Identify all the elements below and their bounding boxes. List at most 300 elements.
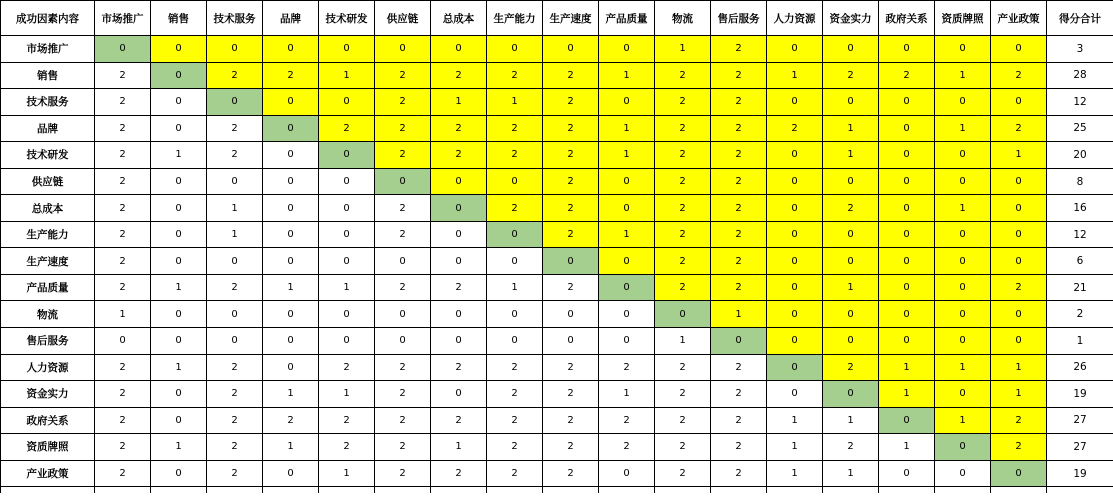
score-cell: 0 <box>431 248 487 275</box>
column-header-cell: 生产能力 <box>487 1 543 36</box>
score-cell: 2 <box>95 115 151 142</box>
diagonal-score-cell: 0 <box>655 301 711 328</box>
score-cell: 1 <box>655 36 711 63</box>
score-cell: 2 <box>375 354 431 381</box>
blank-cell <box>823 487 879 494</box>
row-total-cell: 19 <box>1047 381 1113 408</box>
row-total-cell: 16 <box>1047 195 1113 222</box>
score-cell: 2 <box>711 115 767 142</box>
score-cell: 0 <box>375 248 431 275</box>
score-cell: 0 <box>935 221 991 248</box>
score-cell: 2 <box>207 407 263 434</box>
score-cell: 2 <box>95 407 151 434</box>
score-cell: 0 <box>767 274 823 301</box>
score-cell: 0 <box>319 36 375 63</box>
table-row <box>1 168 1113 195</box>
score-cell: 0 <box>599 328 655 355</box>
score-cell: 1 <box>319 274 375 301</box>
score-cell: 1 <box>767 460 823 487</box>
score-cell: 1 <box>767 434 823 461</box>
score-cell: 2 <box>375 89 431 116</box>
blank-cell <box>935 487 991 494</box>
score-cell: 2 <box>823 195 879 222</box>
row-total-cell: 19 <box>1047 460 1113 487</box>
table-row <box>1 381 1113 408</box>
score-cell: 0 <box>151 301 207 328</box>
score-cell: 0 <box>263 328 319 355</box>
score-cell: 0 <box>599 36 655 63</box>
row-total-cell: 2 <box>1047 301 1113 328</box>
column-header-cell: 市场推广 <box>95 1 151 36</box>
score-cell: 2 <box>655 434 711 461</box>
row-label-cell: 供应链 <box>1 168 95 195</box>
blank-cell <box>207 487 263 494</box>
column-header-cell: 政府关系 <box>879 1 935 36</box>
score-cell: 2 <box>655 89 711 116</box>
score-cell: 2 <box>599 354 655 381</box>
score-cell: 1 <box>655 328 711 355</box>
score-cell: 1 <box>487 89 543 116</box>
row-label-cell: 生产速度 <box>1 248 95 275</box>
header-row <box>1 1 1113 36</box>
score-cell: 2 <box>375 221 431 248</box>
score-cell: 1 <box>767 407 823 434</box>
score-cell: 2 <box>655 62 711 89</box>
score-cell: 1 <box>207 221 263 248</box>
score-cell: 2 <box>543 142 599 169</box>
score-cell: 2 <box>543 168 599 195</box>
score-cell: 2 <box>431 407 487 434</box>
score-cell: 2 <box>487 460 543 487</box>
score-cell: 2 <box>263 62 319 89</box>
score-cell: 0 <box>991 301 1047 328</box>
score-cell: 0 <box>263 460 319 487</box>
score-cell: 2 <box>487 434 543 461</box>
score-cell: 0 <box>599 248 655 275</box>
score-cell: 0 <box>207 168 263 195</box>
score-cell: 0 <box>879 168 935 195</box>
score-cell: 0 <box>207 328 263 355</box>
score-cell: 2 <box>711 354 767 381</box>
score-cell: 0 <box>95 328 151 355</box>
score-cell: 0 <box>431 221 487 248</box>
score-cell: 2 <box>95 434 151 461</box>
score-cell: 0 <box>151 89 207 116</box>
score-cell: 0 <box>823 328 879 355</box>
score-cell: 0 <box>543 301 599 328</box>
score-cell: 2 <box>95 381 151 408</box>
score-cell: 0 <box>151 460 207 487</box>
score-cell: 1 <box>319 62 375 89</box>
score-cell: 2 <box>375 434 431 461</box>
score-cell: 0 <box>935 142 991 169</box>
diagonal-score-cell: 0 <box>991 460 1047 487</box>
score-cell: 0 <box>823 248 879 275</box>
score-cell: 0 <box>319 195 375 222</box>
corner-header-cell: 成功因素内容 <box>1 1 95 36</box>
score-cell: 0 <box>151 115 207 142</box>
score-cell: 1 <box>935 62 991 89</box>
diagonal-score-cell: 0 <box>263 115 319 142</box>
score-cell: 1 <box>823 142 879 169</box>
score-cell: 2 <box>543 460 599 487</box>
score-cell: 0 <box>935 460 991 487</box>
score-cell: 1 <box>767 62 823 89</box>
score-cell: 0 <box>151 36 207 63</box>
score-cell: 0 <box>991 221 1047 248</box>
score-cell: 1 <box>263 381 319 408</box>
row-total-cell: 20 <box>1047 142 1113 169</box>
score-cell: 2 <box>543 115 599 142</box>
score-cell: 2 <box>655 221 711 248</box>
score-cell: 2 <box>487 354 543 381</box>
table-row <box>1 221 1113 248</box>
score-cell: 2 <box>431 62 487 89</box>
score-cell: 0 <box>487 248 543 275</box>
table-row <box>1 328 1113 355</box>
score-cell: 0 <box>263 301 319 328</box>
score-cell: 2 <box>95 168 151 195</box>
column-header-cell: 供应链 <box>375 1 431 36</box>
score-cell: 0 <box>823 36 879 63</box>
table-row <box>1 274 1113 301</box>
score-cell: 2 <box>991 407 1047 434</box>
row-label-cell: 市场推广 <box>1 36 95 63</box>
score-cell: 0 <box>543 36 599 63</box>
row-label-cell: 政府关系 <box>1 407 95 434</box>
row-label-cell: 物流 <box>1 301 95 328</box>
row-total-cell: 12 <box>1047 221 1113 248</box>
score-cell: 0 <box>263 89 319 116</box>
score-cell: 2 <box>375 62 431 89</box>
score-cell: 2 <box>711 460 767 487</box>
score-cell: 2 <box>543 62 599 89</box>
score-cell: 1 <box>879 354 935 381</box>
score-cell: 2 <box>655 168 711 195</box>
score-cell: 2 <box>711 248 767 275</box>
score-cell: 1 <box>823 274 879 301</box>
score-cell: 1 <box>991 354 1047 381</box>
diagonal-score-cell: 0 <box>879 407 935 434</box>
diagonal-score-cell: 0 <box>599 274 655 301</box>
column-header-cell: 产品质量 <box>599 1 655 36</box>
score-cell: 1 <box>991 381 1047 408</box>
score-cell: 0 <box>263 354 319 381</box>
blank-cell <box>711 487 767 494</box>
row-total-cell: 3 <box>1047 36 1113 63</box>
row-label-cell: 产业政策 <box>1 460 95 487</box>
row-total-cell: 21 <box>1047 274 1113 301</box>
score-cell: 0 <box>935 274 991 301</box>
score-cell: 2 <box>95 221 151 248</box>
score-cell: 0 <box>935 89 991 116</box>
diagonal-score-cell: 0 <box>207 89 263 116</box>
score-cell: 0 <box>599 168 655 195</box>
row-total-cell: 12 <box>1047 89 1113 116</box>
score-cell: 1 <box>599 221 655 248</box>
blank-cell <box>375 487 431 494</box>
score-cell: 1 <box>599 381 655 408</box>
score-cell: 2 <box>655 354 711 381</box>
score-cell: 0 <box>431 381 487 408</box>
score-cell: 2 <box>95 195 151 222</box>
score-cell: 0 <box>879 221 935 248</box>
score-cell: 0 <box>935 168 991 195</box>
score-cell: 1 <box>935 407 991 434</box>
score-cell: 0 <box>935 248 991 275</box>
score-cell: 1 <box>487 274 543 301</box>
score-cell: 2 <box>207 354 263 381</box>
score-cell: 2 <box>207 460 263 487</box>
score-cell: 2 <box>543 274 599 301</box>
diagonal-score-cell: 0 <box>319 142 375 169</box>
score-cell: 1 <box>151 354 207 381</box>
score-cell: 2 <box>543 221 599 248</box>
diagonal-score-cell: 0 <box>151 62 207 89</box>
score-cell: 2 <box>263 407 319 434</box>
score-cell: 2 <box>543 195 599 222</box>
score-cell: 2 <box>655 195 711 222</box>
diagonal-score-cell: 0 <box>543 248 599 275</box>
score-cell: 0 <box>431 328 487 355</box>
score-cell: 1 <box>431 89 487 116</box>
column-header-cell: 人力资源 <box>767 1 823 36</box>
score-cell: 0 <box>599 89 655 116</box>
column-header-cell: 售后服务 <box>711 1 767 36</box>
score-cell: 1 <box>599 115 655 142</box>
score-cell: 1 <box>151 142 207 169</box>
row-total-cell: 1 <box>1047 328 1113 355</box>
score-cell: 0 <box>263 195 319 222</box>
score-cell: 0 <box>991 168 1047 195</box>
row-total-cell: 6 <box>1047 248 1113 275</box>
table-row <box>1 195 1113 222</box>
score-cell: 1 <box>263 274 319 301</box>
score-cell: 1 <box>319 460 375 487</box>
score-cell: 0 <box>207 301 263 328</box>
column-header-cell: 产业政策 <box>991 1 1047 36</box>
score-cell: 0 <box>879 36 935 63</box>
score-cell: 2 <box>655 142 711 169</box>
score-cell: 1 <box>823 115 879 142</box>
column-header-cell: 总成本 <box>431 1 487 36</box>
score-cell: 2 <box>991 115 1047 142</box>
score-cell: 2 <box>599 407 655 434</box>
score-cell: 0 <box>767 195 823 222</box>
score-cell: 1 <box>823 460 879 487</box>
score-cell: 0 <box>935 301 991 328</box>
score-cell: 2 <box>543 89 599 116</box>
row-total-cell: 27 <box>1047 434 1113 461</box>
blank-cell <box>431 487 487 494</box>
score-cell: 2 <box>767 115 823 142</box>
table-row <box>1 115 1113 142</box>
table-row <box>1 434 1113 461</box>
score-cell: 0 <box>599 460 655 487</box>
blank-cell <box>879 487 935 494</box>
score-cell: 0 <box>879 274 935 301</box>
score-cell: 0 <box>151 195 207 222</box>
score-cell: 2 <box>431 460 487 487</box>
table-row <box>1 301 1113 328</box>
score-cell: 2 <box>207 115 263 142</box>
score-cell: 0 <box>991 328 1047 355</box>
score-cell: 0 <box>879 301 935 328</box>
score-cell: 2 <box>207 62 263 89</box>
score-cell: 0 <box>319 248 375 275</box>
table-row <box>1 62 1113 89</box>
column-header-cell: 资金实力 <box>823 1 879 36</box>
blank-cell <box>991 487 1047 494</box>
blank-row <box>1 487 1113 494</box>
score-cell: 0 <box>151 328 207 355</box>
score-cell: 2 <box>543 381 599 408</box>
score-cell: 0 <box>151 407 207 434</box>
score-cell: 2 <box>375 274 431 301</box>
diagonal-score-cell: 0 <box>935 434 991 461</box>
score-cell: 1 <box>431 434 487 461</box>
score-cell: 2 <box>543 354 599 381</box>
score-cell: 0 <box>767 221 823 248</box>
score-cell: 2 <box>487 115 543 142</box>
column-header-cell: 生产速度 <box>543 1 599 36</box>
blank-cell <box>487 487 543 494</box>
score-cell: 0 <box>879 142 935 169</box>
score-cell: 2 <box>95 354 151 381</box>
score-cell: 0 <box>991 89 1047 116</box>
score-cell: 0 <box>263 168 319 195</box>
score-cell: 0 <box>767 36 823 63</box>
score-cell: 2 <box>711 89 767 116</box>
score-cell: 0 <box>991 36 1047 63</box>
score-cell: 2 <box>711 221 767 248</box>
score-cell: 2 <box>207 381 263 408</box>
score-cell: 2 <box>487 381 543 408</box>
score-cell: 2 <box>431 274 487 301</box>
score-cell: 1 <box>935 195 991 222</box>
column-header-cell: 技术服务 <box>207 1 263 36</box>
row-total-cell: 27 <box>1047 407 1113 434</box>
blank-cell <box>655 487 711 494</box>
score-cell: 2 <box>543 407 599 434</box>
score-cell: 2 <box>375 142 431 169</box>
score-cell: 2 <box>711 407 767 434</box>
table-row <box>1 142 1113 169</box>
score-cell: 2 <box>487 62 543 89</box>
row-total-cell: 8 <box>1047 168 1113 195</box>
score-cell: 2 <box>319 407 375 434</box>
blank-cell <box>319 487 375 494</box>
score-cell: 1 <box>151 434 207 461</box>
score-cell: 0 <box>263 248 319 275</box>
score-cell: 0 <box>431 168 487 195</box>
score-cell: 0 <box>487 168 543 195</box>
score-cell: 2 <box>375 381 431 408</box>
score-cell: 0 <box>543 328 599 355</box>
column-header-cell: 品牌 <box>263 1 319 36</box>
score-cell: 2 <box>487 195 543 222</box>
score-cell: 1 <box>319 381 375 408</box>
table-row <box>1 248 1113 275</box>
score-cell: 1 <box>263 434 319 461</box>
score-cell: 0 <box>823 221 879 248</box>
score-cell: 0 <box>767 381 823 408</box>
score-cell: 2 <box>487 407 543 434</box>
total-header-cell: 得分合计 <box>1047 1 1113 36</box>
score-cell: 2 <box>711 195 767 222</box>
score-cell: 0 <box>319 168 375 195</box>
score-cell: 2 <box>655 274 711 301</box>
row-label-cell: 人力资源 <box>1 354 95 381</box>
score-cell: 2 <box>431 115 487 142</box>
score-cell: 2 <box>823 354 879 381</box>
score-cell: 2 <box>991 434 1047 461</box>
score-cell: 0 <box>151 168 207 195</box>
diagonal-score-cell: 0 <box>95 36 151 63</box>
diagonal-score-cell: 0 <box>767 354 823 381</box>
score-cell: 2 <box>95 248 151 275</box>
blank-cell <box>1 487 95 494</box>
diagonal-score-cell: 0 <box>431 195 487 222</box>
score-cell: 1 <box>599 62 655 89</box>
score-cell: 2 <box>375 460 431 487</box>
column-header-cell: 资质牌照 <box>935 1 991 36</box>
score-cell: 0 <box>375 328 431 355</box>
score-cell: 2 <box>655 248 711 275</box>
score-cell: 0 <box>991 195 1047 222</box>
score-cell: 0 <box>879 195 935 222</box>
table-row <box>1 36 1113 63</box>
blank-cell <box>543 487 599 494</box>
row-total-cell: 25 <box>1047 115 1113 142</box>
score-cell: 1 <box>95 301 151 328</box>
column-header-cell: 物流 <box>655 1 711 36</box>
diagonal-score-cell: 0 <box>375 168 431 195</box>
score-cell: 2 <box>207 274 263 301</box>
score-cell: 0 <box>879 460 935 487</box>
blank-cell <box>599 487 655 494</box>
row-label-cell: 销售 <box>1 62 95 89</box>
score-cell: 1 <box>879 434 935 461</box>
score-cell: 0 <box>879 248 935 275</box>
score-cell: 2 <box>207 142 263 169</box>
table-row <box>1 407 1113 434</box>
score-cell: 0 <box>767 89 823 116</box>
score-cell: 2 <box>95 89 151 116</box>
score-cell: 2 <box>431 354 487 381</box>
row-label-cell: 技术服务 <box>1 89 95 116</box>
score-cell: 2 <box>711 434 767 461</box>
score-cell: 2 <box>207 434 263 461</box>
score-cell: 1 <box>935 115 991 142</box>
score-cell: 0 <box>263 142 319 169</box>
row-label-cell: 品牌 <box>1 115 95 142</box>
column-header-cell: 销售 <box>151 1 207 36</box>
score-cell: 2 <box>823 62 879 89</box>
row-total-cell: 26 <box>1047 354 1113 381</box>
score-cell: 0 <box>879 328 935 355</box>
score-cell: 2 <box>879 62 935 89</box>
score-cell: 0 <box>879 89 935 116</box>
score-cell: 2 <box>319 115 375 142</box>
score-cell: 0 <box>319 301 375 328</box>
score-cell: 1 <box>935 354 991 381</box>
score-cell: 2 <box>711 62 767 89</box>
score-cell: 2 <box>711 381 767 408</box>
score-cell: 2 <box>375 407 431 434</box>
score-cell: 2 <box>319 354 375 381</box>
score-cell: 0 <box>767 328 823 355</box>
